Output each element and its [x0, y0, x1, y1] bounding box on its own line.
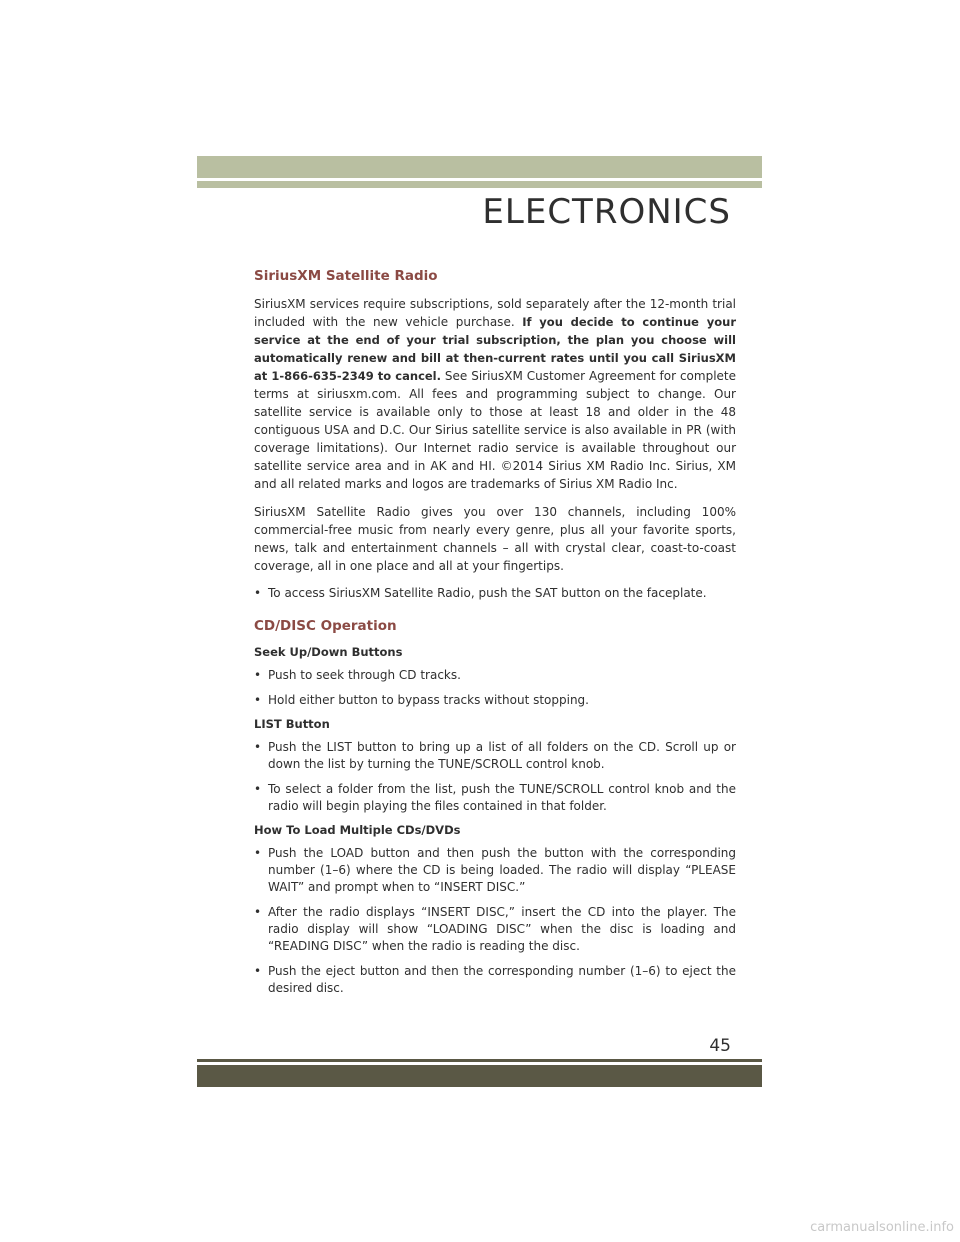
footer-band — [197, 1065, 762, 1087]
bullet-icon: • — [254, 782, 262, 796]
bullet-icon: • — [254, 693, 262, 707]
list-item-text: Push the eject button and then the corresponding number (1–6) to eject the desired disc. — [268, 964, 736, 995]
bullet-icon: • — [254, 668, 262, 682]
bullet-icon: • — [254, 740, 262, 754]
section-title: ELECTRONICS — [482, 192, 731, 232]
seek-heading: Seek Up/Down Buttons — [254, 645, 403, 659]
bullet-icon: • — [254, 846, 262, 860]
list-item-text: Push to seek through CD tracks. — [268, 668, 461, 682]
bullet-icon: • — [254, 586, 262, 600]
list-item — [254, 904, 736, 955]
list-item — [254, 845, 736, 896]
list-button-heading: LIST Button — [254, 717, 330, 731]
list-item-text: To access SiriusXM Satellite Radio, push the SAT button on the faceplate. — [268, 586, 707, 600]
list-item-text: Push the LOAD button and then push the button with the corresponding number (1–6) where the CD is being loaded. The radio will display “PLEASE WAIT” and prompt when to “INSERT DISC.” — [268, 846, 736, 894]
header-rule — [197, 181, 762, 188]
sirius-heading: SiriusXM Satellite Radio — [254, 268, 438, 284]
sirius-paragraph-2: SiriusXM Satellite Radio gives you over 130 channels, including 100% commercial-free music from nearly every genre, plus all your favorite sports, news, talk and entertainment channels – all with crystal clear, coast-to-coast coverage, all in one place and all at your fingertips. — [254, 505, 736, 573]
list-item — [254, 963, 736, 997]
bullet-icon: • — [254, 964, 262, 978]
load-heading: How To Load Multiple CDs/DVDs — [254, 823, 461, 837]
list-item — [254, 739, 736, 773]
list-item — [254, 692, 736, 709]
list-item — [254, 585, 736, 602]
sirius-p1-start: SiriusXM services require subscriptions, sold separately after the 12-month trial included with the new vehicle purchase. — [254, 297, 736, 329]
list-item-text: After the radio displays “INSERT DISC,” insert the CD into the player. The radio display will show “LOADING DISC” when the disc is loading and “READING DISC” when the radio is reading the disc. — [268, 905, 736, 953]
page-number: 45 — [709, 1036, 731, 1056]
list-item — [254, 667, 736, 684]
sirius-paragraph-1 — [254, 295, 736, 493]
footer-rule — [197, 1059, 762, 1062]
cd-heading: CD/DISC Operation — [254, 618, 397, 634]
sirius-p1-bold: If you decide to continue your service at the end of your trial subscription, the plan you choose will automatically renew and bill at then-current rates until you call SiriusXM at 1-866-635-2349 to cancel. — [254, 315, 736, 383]
list-item-text: To select a folder from the list, push the TUNE/SCROLL control knob and the radio will begin playing the files contained in that folder. — [268, 782, 736, 813]
list-item-text: Hold either button to bypass tracks without stopping. — [268, 693, 589, 707]
watermark: carmanualsonline.info — [810, 1220, 954, 1235]
sirius-p1-end: See SiriusXM Customer Agreement for complete terms at siriusxm.com. All fees and programming subject to change. Our satellite service is available only to those at least 18 and older in the 48 contiguous USA and D.C. Our Sirius satellite service is also available in PR (with coverage limitations). Our Internet radio service is available throughout our satellite service area and in AK and HI. ©2014 Sirius XM Radio Inc. Sirius, XM and all related marks and logos are trademarks of Sirius XM Radio Inc. — [254, 369, 736, 491]
bullet-icon: • — [254, 905, 262, 919]
page-content — [254, 268, 736, 1005]
header-band — [197, 156, 762, 178]
list-item — [254, 781, 736, 815]
list-item-text: Push the LIST button to bring up a list of all folders on the CD. Scroll up or down the list by turning the TUNE/SCROLL control knob. — [268, 740, 736, 771]
